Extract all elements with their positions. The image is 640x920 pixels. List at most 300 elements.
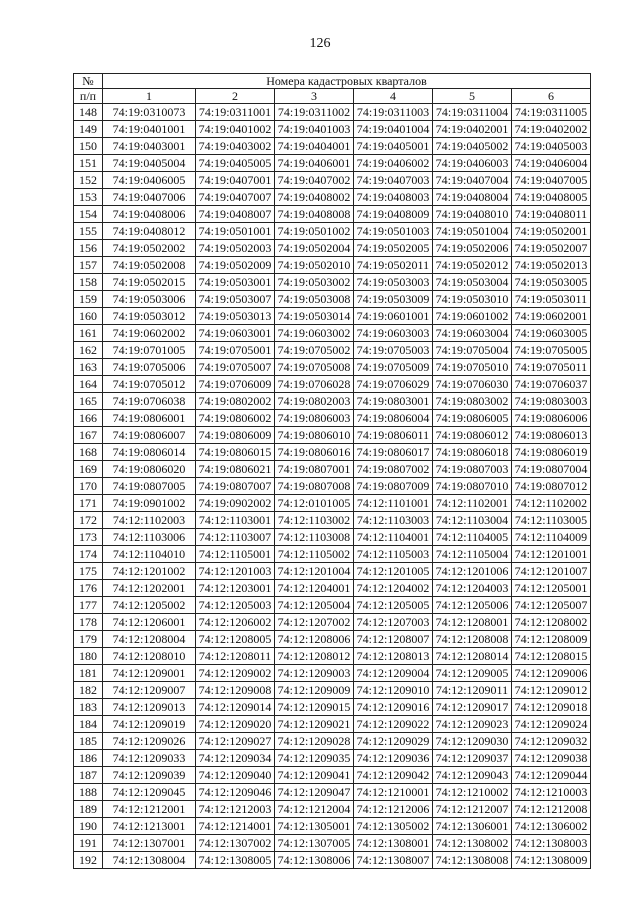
table-row <box>74 512 591 529</box>
cadastral-number-cell: 74:12:1206002 <box>196 614 275 631</box>
cadastral-number-cell: 74:12:1209045 <box>103 784 196 801</box>
cadastral-number-cell: 74:19:0705012 <box>103 376 196 393</box>
cadastral-number-cell: 74:19:0706038 <box>103 393 196 410</box>
cadastral-number-cell: 74:19:0407004 <box>433 172 512 189</box>
cadastral-number-cell: 74:19:0402001 <box>433 121 512 138</box>
row-number-cell: 174 <box>74 546 103 563</box>
cadastral-number-cell: 74:19:0806009 <box>196 427 275 444</box>
cadastral-number-cell: 74:19:0806021 <box>196 461 275 478</box>
row-number-cell: 158 <box>74 274 103 291</box>
cadastral-number-cell: 74:19:0806011 <box>354 427 433 444</box>
table-row <box>74 784 591 801</box>
cadastral-number-cell: 74:12:1208012 <box>275 648 354 665</box>
cadastral-number-cell: 74:19:0806003 <box>275 410 354 427</box>
cadastral-number-cell: 74:19:0502015 <box>103 274 196 291</box>
table-row <box>74 444 591 461</box>
cadastral-number-cell: 74:12:1102002 <box>512 495 591 512</box>
cadastral-number-cell: 74:12:1209015 <box>275 699 354 716</box>
cadastral-number-cell: 74:19:0408010 <box>433 206 512 223</box>
cadastral-number-cell: 74:19:0705010 <box>433 359 512 376</box>
cadastral-number-cell: 74:12:1208002 <box>512 614 591 631</box>
row-number-cell: 150 <box>74 138 103 155</box>
cadastral-number-cell: 74:12:1210003 <box>512 784 591 801</box>
cadastral-number-cell: 74:12:1209021 <box>275 716 354 733</box>
cadastral-number-cell: 74:19:0705011 <box>512 359 591 376</box>
cadastral-number-cell: 74:19:0407005 <box>512 172 591 189</box>
row-number-cell: 161 <box>74 325 103 342</box>
cadastral-number-cell: 74:12:1205004 <box>275 597 354 614</box>
cadastral-number-cell: 74:12:1201006 <box>433 563 512 580</box>
row-number-cell: 184 <box>74 716 103 733</box>
cadastral-number-cell: 74:19:0807012 <box>512 478 591 495</box>
table-row <box>74 631 591 648</box>
cadastral-number-cell: 74:19:0407001 <box>196 172 275 189</box>
column-number: 2 <box>196 89 275 104</box>
row-number-cell: 151 <box>74 155 103 172</box>
cadastral-number-cell: 74:12:1209022 <box>354 716 433 733</box>
cadastral-number-cell: 74:12:1209017 <box>433 699 512 716</box>
cadastral-number-cell: 74:12:1103003 <box>354 512 433 529</box>
cadastral-number-cell: 74:19:0807007 <box>196 478 275 495</box>
table-row <box>74 138 591 155</box>
cadastral-number-cell: 74:12:1105002 <box>275 546 354 563</box>
cadastral-number-cell: 74:19:0901002 <box>103 495 196 512</box>
cadastral-number-cell: 74:19:0503013 <box>196 308 275 325</box>
cadastral-number-cell: 74:12:1201001 <box>512 546 591 563</box>
cadastral-number-cell: 74:12:1103002 <box>275 512 354 529</box>
row-number-cell: 153 <box>74 189 103 206</box>
table-row <box>74 614 591 631</box>
table-row <box>74 104 591 121</box>
row-number-cell: 155 <box>74 223 103 240</box>
cadastral-number-cell: 74:19:0408007 <box>196 206 275 223</box>
table-row <box>74 852 591 869</box>
cadastral-number-cell: 74:12:1205003 <box>196 597 275 614</box>
cadastral-number-cell: 74:12:1102003 <box>103 512 196 529</box>
cadastral-number-cell: 74:19:0501001 <box>196 223 275 240</box>
cadastral-number-cell: 74:19:0502012 <box>433 257 512 274</box>
row-number-cell: 169 <box>74 461 103 478</box>
cadastral-number-cell: 74:12:1103007 <box>196 529 275 546</box>
cadastral-number-cell: 74:19:0501002 <box>275 223 354 240</box>
cadastral-number-cell: 74:19:0406003 <box>433 155 512 172</box>
cadastral-number-cell: 74:19:0502001 <box>512 223 591 240</box>
cadastral-number-cell: 74:19:0503005 <box>512 274 591 291</box>
row-number-cell: 182 <box>74 682 103 699</box>
row-number-cell: 178 <box>74 614 103 631</box>
table-row <box>74 495 591 512</box>
cadastral-number-cell: 74:12:1308008 <box>433 852 512 869</box>
row-number-cell: 166 <box>74 410 103 427</box>
cadastral-number-cell: 74:12:1102001 <box>433 495 512 512</box>
table-row <box>74 172 591 189</box>
row-number-cell: 192 <box>74 852 103 869</box>
column-number: 4 <box>354 89 433 104</box>
table-row <box>74 750 591 767</box>
cadastral-number-cell: 74:19:0502008 <box>103 257 196 274</box>
cadastral-number-cell: 74:12:1209035 <box>275 750 354 767</box>
cadastral-number-cell: 74:19:0502009 <box>196 257 275 274</box>
cadastral-number-cell: 74:12:1209004 <box>354 665 433 682</box>
cadastral-number-cell: 74:12:1307002 <box>196 835 275 852</box>
table-row <box>74 359 591 376</box>
cadastral-number-cell: 74:12:1306002 <box>512 818 591 835</box>
cadastral-number-cell: 74:12:1308006 <box>275 852 354 869</box>
row-number-cell: 185 <box>74 733 103 750</box>
table-row <box>74 342 591 359</box>
cadastral-number-cell: 74:12:1104005 <box>433 529 512 546</box>
cadastral-number-cell: 74:19:0503007 <box>196 291 275 308</box>
table-header-row-1 <box>74 74 591 89</box>
cadastral-number-cell: 74:12:1209019 <box>103 716 196 733</box>
cadastral-number-cell: 74:12:1103006 <box>103 529 196 546</box>
table-row <box>74 665 591 682</box>
cadastral-number-cell: 74:19:0405001 <box>354 138 433 155</box>
cadastral-number-cell: 74:19:0803003 <box>512 393 591 410</box>
cadastral-number-cell: 74:19:0806012 <box>433 427 512 444</box>
cadastral-number-cell: 74:19:0701005 <box>103 342 196 359</box>
cadastral-number-cell: 74:12:1209024 <box>512 716 591 733</box>
cadastral-number-cell: 74:12:1204003 <box>433 580 512 597</box>
row-number-cell: 177 <box>74 597 103 614</box>
cadastral-number-cell: 74:12:1209007 <box>103 682 196 699</box>
row-number-cell: 186 <box>74 750 103 767</box>
cadastral-number-cell: 74:12:1209043 <box>433 767 512 784</box>
cadastral-number-cell: 74:12:1208009 <box>512 631 591 648</box>
cadastral-number-cell: 74:12:1308007 <box>354 852 433 869</box>
cadastral-number-cell: 74:12:1214001 <box>196 818 275 835</box>
cadastral-number-cell: 74:12:1209039 <box>103 767 196 784</box>
cadastral-number-cell: 74:12:1213001 <box>103 818 196 835</box>
cadastral-number-cell: 74:12:1208015 <box>512 648 591 665</box>
cadastral-number-cell: 74:19:0806010 <box>275 427 354 444</box>
cadastral-number-cell: 74:12:1308002 <box>433 835 512 852</box>
cadastral-number-cell: 74:19:0408008 <box>275 206 354 223</box>
row-number-cell: 159 <box>74 291 103 308</box>
row-number-cell: 168 <box>74 444 103 461</box>
cadastral-number-cell: 74:12:1210001 <box>354 784 433 801</box>
row-number-cell: 164 <box>74 376 103 393</box>
cadastral-number-cell: 74:12:1308005 <box>196 852 275 869</box>
cadastral-number-cell: 74:19:0806014 <box>103 444 196 461</box>
cadastral-number-cell: 74:12:1307001 <box>103 835 196 852</box>
cadastral-number-cell: 74:19:0803001 <box>354 393 433 410</box>
table-row <box>74 291 591 308</box>
cadastral-number-cell: 74:12:1201005 <box>354 563 433 580</box>
cadastral-number-cell: 74:12:1306001 <box>433 818 512 835</box>
cadastral-number-cell: 74:19:0706029 <box>354 376 433 393</box>
cadastral-number-cell: 74:19:0405003 <box>512 138 591 155</box>
row-number-cell: 148 <box>74 104 103 121</box>
table-row <box>74 801 591 818</box>
cadastral-number-cell: 74:12:1209032 <box>512 733 591 750</box>
cadastral-number-cell: 74:12:1209023 <box>433 716 512 733</box>
table-row <box>74 546 591 563</box>
cadastral-number-cell: 74:12:1208001 <box>433 614 512 631</box>
cadastral-number-cell: 74:12:1209026 <box>103 733 196 750</box>
cadastral-number-cell: 74:12:1209040 <box>196 767 275 784</box>
cadastral-number-cell: 74:19:0806005 <box>433 410 512 427</box>
cadastral-number-cell: 74:12:1212008 <box>512 801 591 818</box>
cadastral-number-cell: 74:12:1209010 <box>354 682 433 699</box>
cadastral-number-cell: 74:12:1209012 <box>512 682 591 699</box>
cadastral-number-cell: 74:19:0705001 <box>196 342 275 359</box>
cadastral-number-cell: 74:12:1205007 <box>512 597 591 614</box>
cadastral-number-cell: 74:12:1103001 <box>196 512 275 529</box>
cadastral-number-cell: 74:12:1207002 <box>275 614 354 631</box>
header-num-bottom: п/п <box>74 89 103 104</box>
cadastral-number-cell: 74:19:0802002 <box>196 393 275 410</box>
cadastral-number-cell: 74:12:1210002 <box>433 784 512 801</box>
cadastral-number-cell: 74:12:1208008 <box>433 631 512 648</box>
table-row <box>74 206 591 223</box>
cadastral-number-cell: 74:19:0602001 <box>512 308 591 325</box>
cadastral-number-cell: 74:19:0401001 <box>103 121 196 138</box>
cadastral-number-cell: 74:19:0406002 <box>354 155 433 172</box>
cadastral-number-cell: 74:12:1204002 <box>354 580 433 597</box>
table-row <box>74 699 591 716</box>
cadastral-number-cell: 74:12:1105003 <box>354 546 433 563</box>
cadastral-number-cell: 74:19:0501004 <box>433 223 512 240</box>
cadastral-number-cell: 74:19:0503011 <box>512 291 591 308</box>
cadastral-number-cell: 74:19:0503002 <box>275 274 354 291</box>
cadastral-number-cell: 74:12:1209029 <box>354 733 433 750</box>
cadastral-number-cell: 74:19:0405004 <box>103 155 196 172</box>
cadastral-number-cell: 74:19:0806001 <box>103 410 196 427</box>
cadastral-number-cell: 74:12:1212001 <box>103 801 196 818</box>
cadastral-number-cell: 74:12:1103004 <box>433 512 512 529</box>
row-number-cell: 149 <box>74 121 103 138</box>
cadastral-number-cell: 74:19:0501003 <box>354 223 433 240</box>
cadastral-number-cell: 74:19:0311003 <box>354 104 433 121</box>
table-row <box>74 818 591 835</box>
table-row <box>74 189 591 206</box>
table-row <box>74 427 591 444</box>
cadastral-number-cell: 74:12:1209009 <box>275 682 354 699</box>
cadastral-number-cell: 74:12:1212007 <box>433 801 512 818</box>
cadastral-number-cell: 74:19:0405002 <box>433 138 512 155</box>
cadastral-number-cell: 74:12:1209016 <box>354 699 433 716</box>
table-row <box>74 563 591 580</box>
cadastral-number-cell: 74:19:0408003 <box>354 189 433 206</box>
cadastral-number-cell: 74:12:1209002 <box>196 665 275 682</box>
row-number-cell: 180 <box>74 648 103 665</box>
table-row <box>74 716 591 733</box>
cadastral-number-cell: 74:19:0802003 <box>275 393 354 410</box>
cadastral-number-cell: 74:12:1208004 <box>103 631 196 648</box>
row-number-cell: 189 <box>74 801 103 818</box>
cadastral-number-cell: 74:12:1104001 <box>354 529 433 546</box>
cadastral-number-cell: 74:12:1209044 <box>512 767 591 784</box>
cadastral-number-cell: 74:19:0806020 <box>103 461 196 478</box>
cadastral-number-cell: 74:19:0502006 <box>433 240 512 257</box>
cadastral-number-cell: 74:12:1209003 <box>275 665 354 682</box>
cadastral-number-cell: 74:19:0406004 <box>512 155 591 172</box>
cadastral-number-cell: 74:19:0407007 <box>196 189 275 206</box>
cadastral-number-cell: 74:19:0311002 <box>275 104 354 121</box>
cadastral-number-cell: 74:19:0503008 <box>275 291 354 308</box>
cadastral-number-cell: 74:12:0101005 <box>275 495 354 512</box>
cadastral-number-cell: 74:19:0706037 <box>512 376 591 393</box>
cadastral-number-cell: 74:19:0503001 <box>196 274 275 291</box>
cadastral-number-cell: 74:19:0403002 <box>196 138 275 155</box>
cadastral-number-cell: 74:12:1205005 <box>354 597 433 614</box>
cadastral-number-cell: 74:19:0705007 <box>196 359 275 376</box>
table-row <box>74 648 591 665</box>
cadastral-number-cell: 74:12:1209034 <box>196 750 275 767</box>
table-row <box>74 529 591 546</box>
cadastral-number-cell: 74:12:1209041 <box>275 767 354 784</box>
cadastral-quarters-table <box>73 73 591 869</box>
row-number-cell: 179 <box>74 631 103 648</box>
cadastral-number-cell: 74:19:0503004 <box>433 274 512 291</box>
cadastral-number-cell: 74:12:1205001 <box>512 580 591 597</box>
cadastral-number-cell: 74:19:0806017 <box>354 444 433 461</box>
page-number: 126 <box>309 36 331 51</box>
cadastral-number-cell: 74:12:1209028 <box>275 733 354 750</box>
cadastral-number-cell: 74:12:1209001 <box>103 665 196 682</box>
cadastral-number-cell: 74:12:1205002 <box>103 597 196 614</box>
row-number-cell: 188 <box>74 784 103 801</box>
cadastral-number-cell: 74:19:0807004 <box>512 461 591 478</box>
cadastral-number-cell: 74:19:0807008 <box>275 478 354 495</box>
cadastral-number-cell: 74:19:0806002 <box>196 410 275 427</box>
table-row <box>74 478 591 495</box>
cadastral-number-cell: 74:12:1208005 <box>196 631 275 648</box>
cadastral-number-cell: 74:12:1209011 <box>433 682 512 699</box>
table-row <box>74 308 591 325</box>
cadastral-number-cell: 74:12:1212003 <box>196 801 275 818</box>
cadastral-number-cell: 74:19:0408011 <box>512 206 591 223</box>
row-number-cell: 167 <box>74 427 103 444</box>
table-body <box>74 104 591 869</box>
cadastral-number-cell: 74:19:0502003 <box>196 240 275 257</box>
cadastral-number-cell: 74:19:0603005 <box>512 325 591 342</box>
row-number-cell: 181 <box>74 665 103 682</box>
cadastral-number-cell: 74:12:1209042 <box>354 767 433 784</box>
cadastral-number-cell: 74:19:0603003 <box>354 325 433 342</box>
row-number-cell: 162 <box>74 342 103 359</box>
cadastral-number-cell: 74:12:1205006 <box>433 597 512 614</box>
cadastral-number-cell: 74:12:1208014 <box>433 648 512 665</box>
cadastral-number-cell: 74:19:0705005 <box>512 342 591 359</box>
cadastral-number-cell: 74:12:1208013 <box>354 648 433 665</box>
cadastral-number-cell: 74:12:1202001 <box>103 580 196 597</box>
row-number-cell: 176 <box>74 580 103 597</box>
column-number: 1 <box>103 89 196 104</box>
cadastral-number-cell: 74:19:0806007 <box>103 427 196 444</box>
cadastral-number-cell: 74:19:0502007 <box>512 240 591 257</box>
cadastral-number-cell: 74:12:1308003 <box>512 835 591 852</box>
cadastral-number-cell: 74:12:1101001 <box>354 495 433 512</box>
cadastral-number-cell: 74:19:0311004 <box>433 104 512 121</box>
cadastral-number-cell: 74:12:1203001 <box>196 580 275 597</box>
cadastral-number-cell: 74:19:0705004 <box>433 342 512 359</box>
cadastral-number-cell: 74:19:0502004 <box>275 240 354 257</box>
cadastral-number-cell: 74:19:0503010 <box>433 291 512 308</box>
cadastral-number-cell: 74:12:1209014 <box>196 699 275 716</box>
row-number-cell: 163 <box>74 359 103 376</box>
cadastral-number-cell: 74:19:0502005 <box>354 240 433 257</box>
cadastral-number-cell: 74:19:0408005 <box>512 189 591 206</box>
cadastral-number-cell: 74:19:0705006 <box>103 359 196 376</box>
cadastral-number-cell: 74:19:0503014 <box>275 308 354 325</box>
cadastral-number-cell: 74:19:0807005 <box>103 478 196 495</box>
row-number-cell: 160 <box>74 308 103 325</box>
cadastral-number-cell: 74:12:1208007 <box>354 631 433 648</box>
table-row <box>74 376 591 393</box>
cadastral-number-cell: 74:12:1201003 <box>196 563 275 580</box>
table-row <box>74 325 591 342</box>
cadastral-number-cell: 74:19:0803002 <box>433 393 512 410</box>
cadastral-number-cell: 74:19:0705008 <box>275 359 354 376</box>
table-row <box>74 682 591 699</box>
cadastral-number-cell: 74:19:0404001 <box>275 138 354 155</box>
cadastral-number-cell: 74:19:0311001 <box>196 104 275 121</box>
cadastral-number-cell: 74:19:0705009 <box>354 359 433 376</box>
row-number-cell: 190 <box>74 818 103 835</box>
cadastral-number-cell: 74:12:1204001 <box>275 580 354 597</box>
cadastral-number-cell: 74:19:0401003 <box>275 121 354 138</box>
cadastral-number-cell: 74:19:0601002 <box>433 308 512 325</box>
column-number: 3 <box>275 89 354 104</box>
cadastral-number-cell: 74:19:0806018 <box>433 444 512 461</box>
cadastral-number-cell: 74:19:0902002 <box>196 495 275 512</box>
row-number-cell: 157 <box>74 257 103 274</box>
cadastral-number-cell: 74:19:0807010 <box>433 478 512 495</box>
table-row <box>74 835 591 852</box>
cadastral-number-cell: 74:19:0407006 <box>103 189 196 206</box>
row-number-cell: 165 <box>74 393 103 410</box>
cadastral-number-cell: 74:19:0601001 <box>354 308 433 325</box>
cadastral-number-cell: 74:12:1105001 <box>196 546 275 563</box>
cadastral-number-cell: 74:19:0401004 <box>354 121 433 138</box>
cadastral-number-cell: 74:19:0806013 <box>512 427 591 444</box>
cadastral-number-cell: 74:12:1308009 <box>512 852 591 869</box>
cadastral-number-cell: 74:19:0502013 <box>512 257 591 274</box>
cadastral-number-cell: 74:19:0706009 <box>196 376 275 393</box>
cadastral-number-cell: 74:19:0402002 <box>512 121 591 138</box>
row-number-cell: 173 <box>74 529 103 546</box>
cadastral-number-cell: 74:12:1207003 <box>354 614 433 631</box>
cadastral-number-cell: 74:19:0807001 <box>275 461 354 478</box>
cadastral-number-cell: 74:19:0806016 <box>275 444 354 461</box>
cadastral-number-cell: 74:19:0806015 <box>196 444 275 461</box>
cadastral-number-cell: 74:19:0502011 <box>354 257 433 274</box>
cadastral-number-cell: 74:19:0406005 <box>103 172 196 189</box>
cadastral-number-cell: 74:12:1209047 <box>275 784 354 801</box>
cadastral-number-cell: 74:12:1201007 <box>512 563 591 580</box>
cadastral-number-cell: 74:19:0310073 <box>103 104 196 121</box>
cadastral-number-cell: 74:12:1104010 <box>103 546 196 563</box>
cadastral-number-cell: 74:19:0503006 <box>103 291 196 308</box>
cadastral-number-cell: 74:19:0603002 <box>275 325 354 342</box>
cadastral-number-cell: 74:12:1209018 <box>512 699 591 716</box>
cadastral-number-cell: 74:12:1209006 <box>512 665 591 682</box>
table-row <box>74 223 591 240</box>
table-header-row-2 <box>74 89 591 104</box>
table-row <box>74 155 591 172</box>
table-row <box>74 257 591 274</box>
cadastral-number-cell: 74:12:1103005 <box>512 512 591 529</box>
cadastral-number-cell: 74:19:0503003 <box>354 274 433 291</box>
cadastral-number-cell: 74:12:1209037 <box>433 750 512 767</box>
cadastral-number-cell: 74:12:1209030 <box>433 733 512 750</box>
header-num-top: № <box>74 74 103 89</box>
row-number-cell: 183 <box>74 699 103 716</box>
cadastral-number-cell: 74:19:0408012 <box>103 223 196 240</box>
cadastral-number-cell: 74:19:0806006 <box>512 410 591 427</box>
